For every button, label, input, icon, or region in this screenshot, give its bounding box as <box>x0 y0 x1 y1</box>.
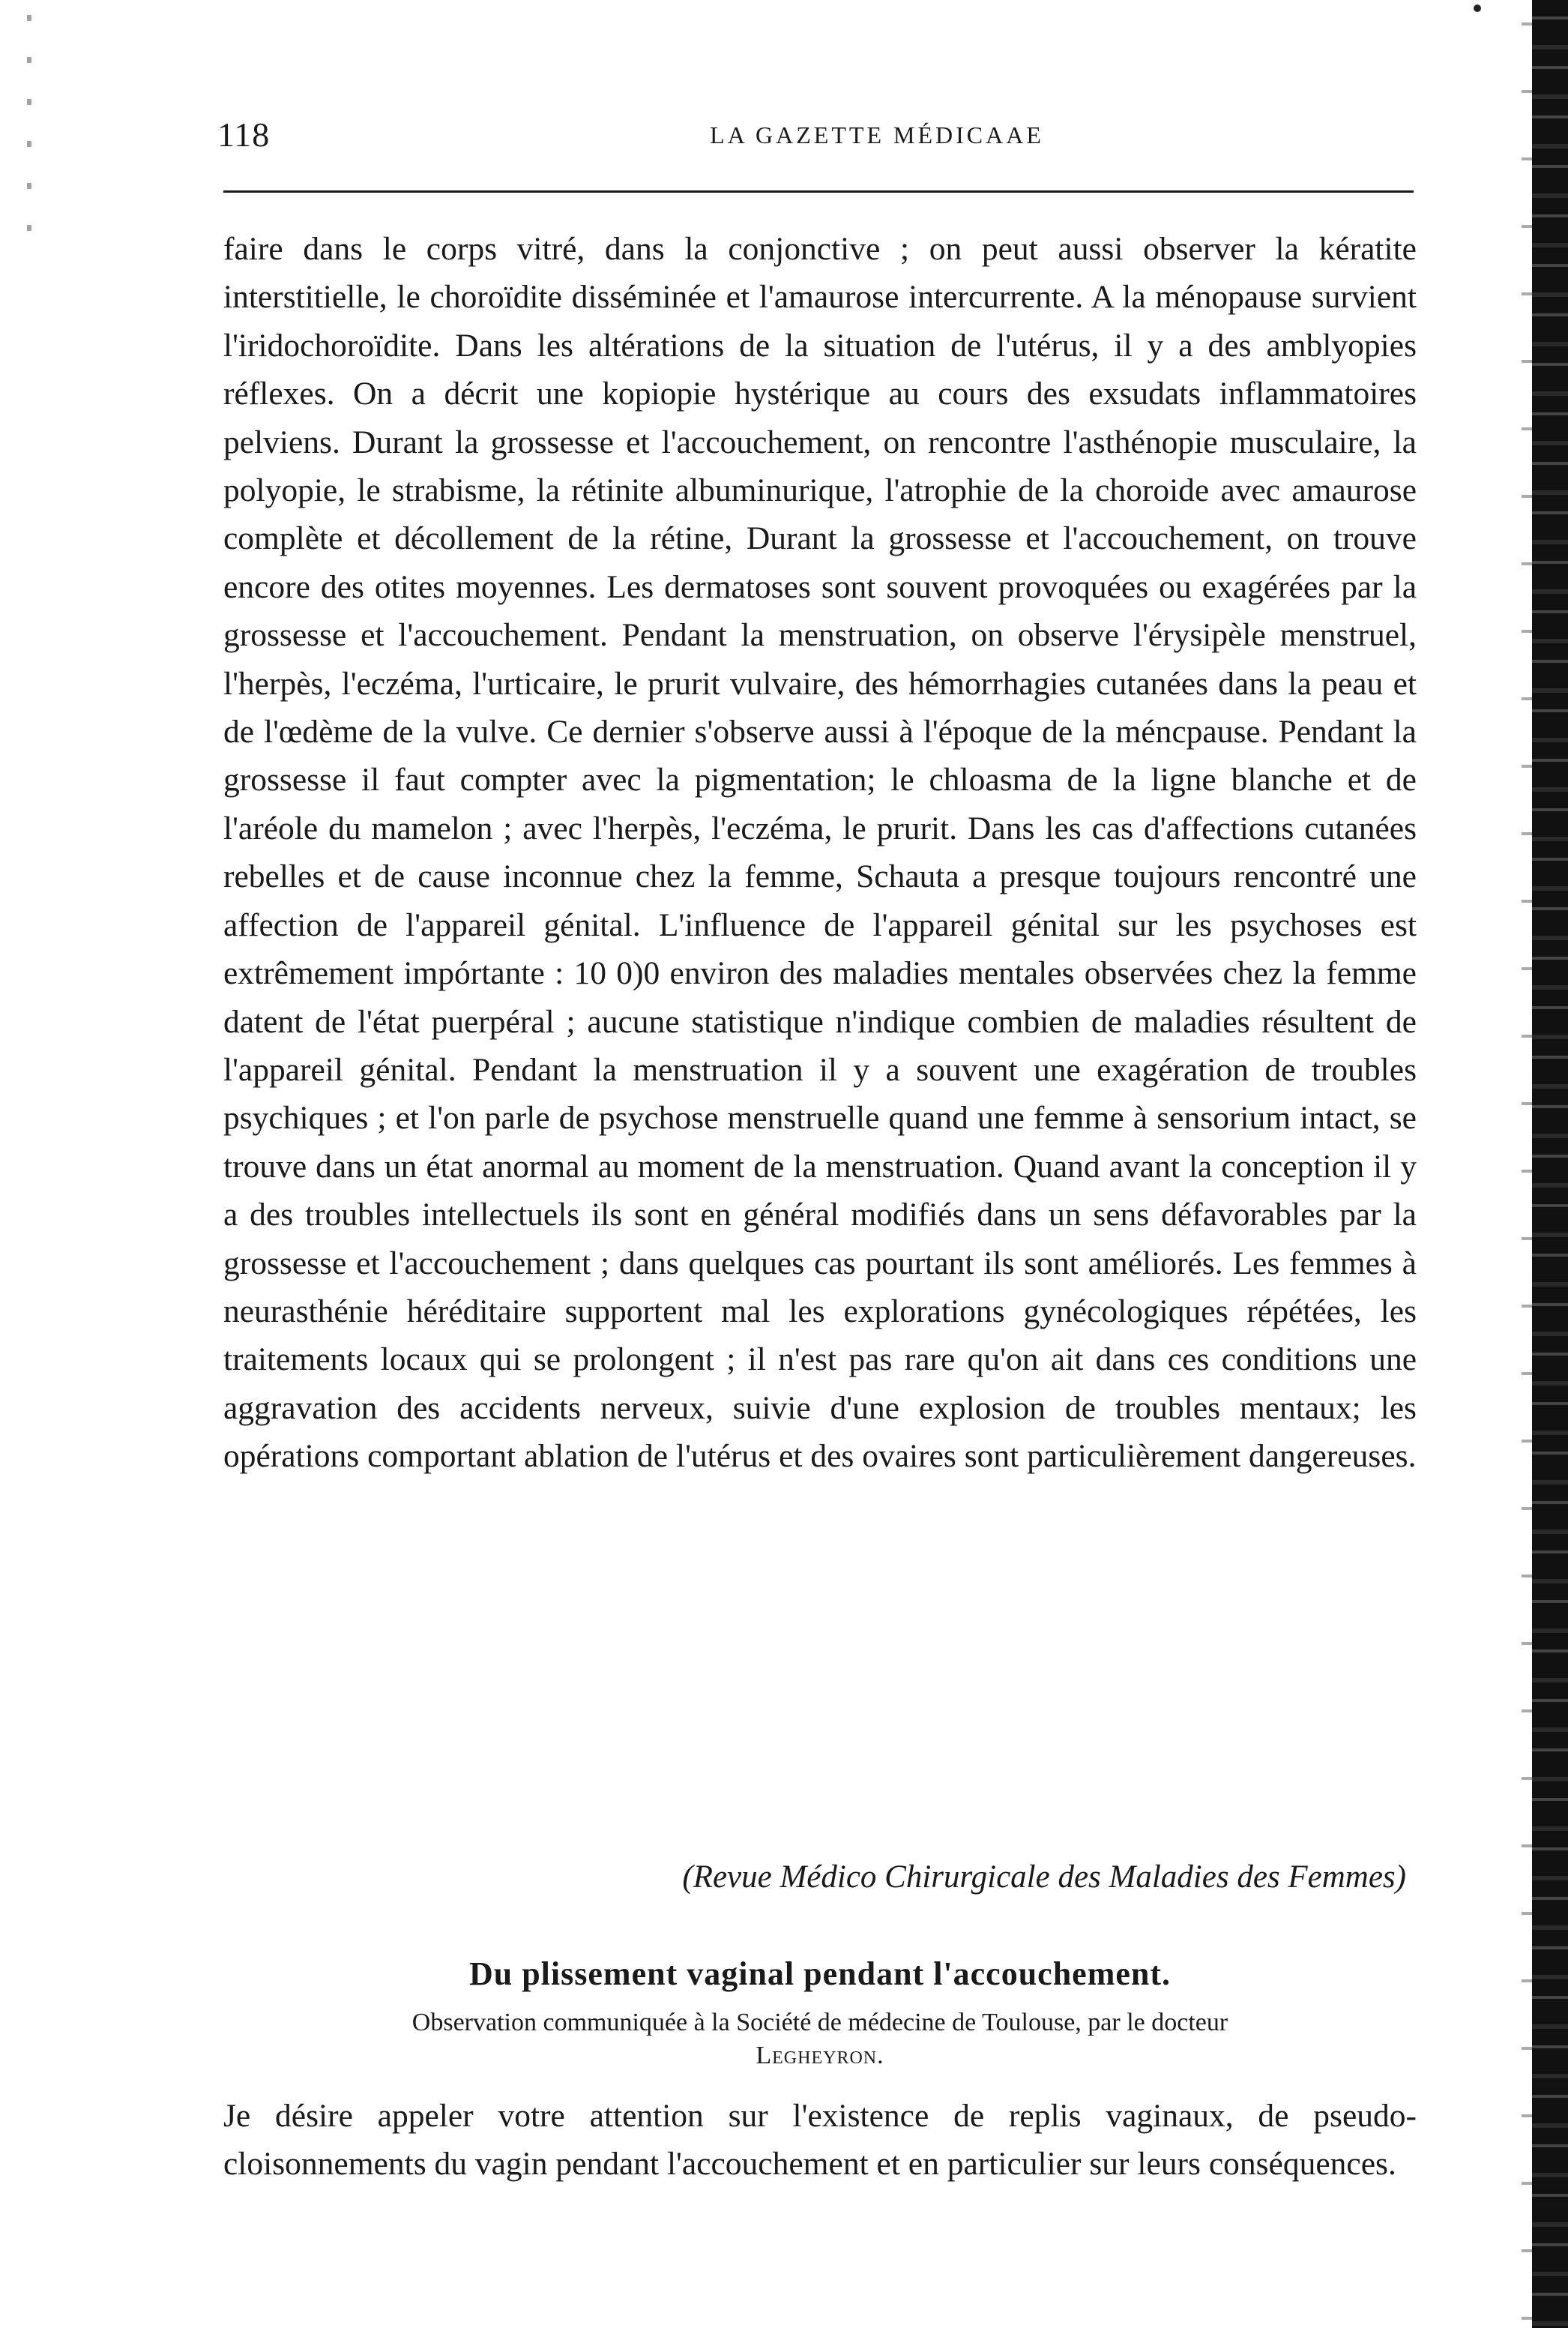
observation-byline <box>223 2006 1417 2072</box>
binding-edge <box>1532 0 1568 2328</box>
body-text <box>223 225 1417 1481</box>
intro-paragraph: Je désire appeler votre attention sur l'existence de replis vaginaux, de pseudo- cloisonnements du vagin pendant l'accouchement et en particulier sur leurs conséquences. <box>223 2098 1417 2183</box>
body-paragraph: faire dans le corps vitré, dans la conjonctive ; on peut aussi observer la kératite interstitielle, le choroïdite disséminée et l'amaurose intercurrente. A la ménopause survient l'iridochoroïdite. Dans les altérations de la situation de l'utérus, il y a des amblyopies réflexes. On a décrit une kopiopie hystérique au cours des exsudats inflammatoires pelviens. Durant la grossesse et l'accouchement, on rencontre l'asthénopie musculaire, la polyopie, le strabisme, la rétinite albuminurique, l'atrophie de la choroide avec amaurose complète et décollement de la rétine, Durant la grossesse et l'accouchement, on trouve encore des otites moyennes. Les dermatoses sont souvent provoquées ou exagérées par la grossesse et l'accouchement. Pendant la menstruation, on observe l'érysipèle menstruel, l'herpès, l'eczéma, l'urticaire, le prurit vulvaire, des hémorrhagies cutanées dans la peau et de l'œdème de la vulve. Ce dernier s'observe aussi à l'époque de la méncpause. Pendant la grossesse il faut compter avec la pigmentation; le chloasma de la ligne blanche et de l'aréole du mamelon ; avec l'herpès, l'eczéma, le prurit. Dans les cas d'affections cutanées rebelles et de cause inconnue chez la femme, Schauta a presque toujours rencontré une affection de l'appareil génital. L'influence de l'appareil génital sur les psychoses est extrêmement impórtante : 10 0)0 environ des maladies mentales observées chez la femme datent de l'état puerpéral ; aucune statistique n'indique combien de maladies résultent de l'appareil génital. Pendant la menstruation il y a souvent une exagération de troubles psychiques ; et l'on parle de psychose menstruelle quand une femme à sensorium intact, se trouve dans un état anormal au moment de la menstruation. Quand avant la conception il y a des troubles intellectuels ils sont en général modifiés dans un sens défavorables par la grossesse et l'accouchement ; dans quelques cas pourtant ils sont améliorés. Les femmes à neurasthénie héréditaire supportent mal les explorations gynécologiques répétées, les traitements locaux qui se prolongent ; il n'est pas rare qu'on ait dans ces conditions une aggravation des accidents nerveux, suivie d'une explosion de troubles mentaux; les opérations comportant ablation de l'utérus et des ovaires sont particulièrement dangereuses. <box>223 231 1417 1475</box>
section-title: Du plissement vaginal pendant l'accouchement. <box>468 1955 1172 1992</box>
scan-ink-dot <box>1474 4 1481 12</box>
observation-line: Observation communiquée à la Société de médecine de Toulouse, par le docteur <box>411 2009 1228 2036</box>
running-title: LA GAZETTE MÉDICAAE <box>710 121 1044 148</box>
page-header <box>217 105 1417 165</box>
header-rule <box>223 190 1414 193</box>
scan-edge-specks <box>27 15 31 240</box>
page-number: 118 <box>217 115 271 154</box>
binding-edge-shadow <box>1522 0 1532 2328</box>
source-citation: (Revue Médico Chirurgicale des Maladies des Femmes) <box>682 1859 1406 1895</box>
observation-author: Legheyron. <box>756 2042 884 2069</box>
section-intro <box>223 2092 1417 2189</box>
